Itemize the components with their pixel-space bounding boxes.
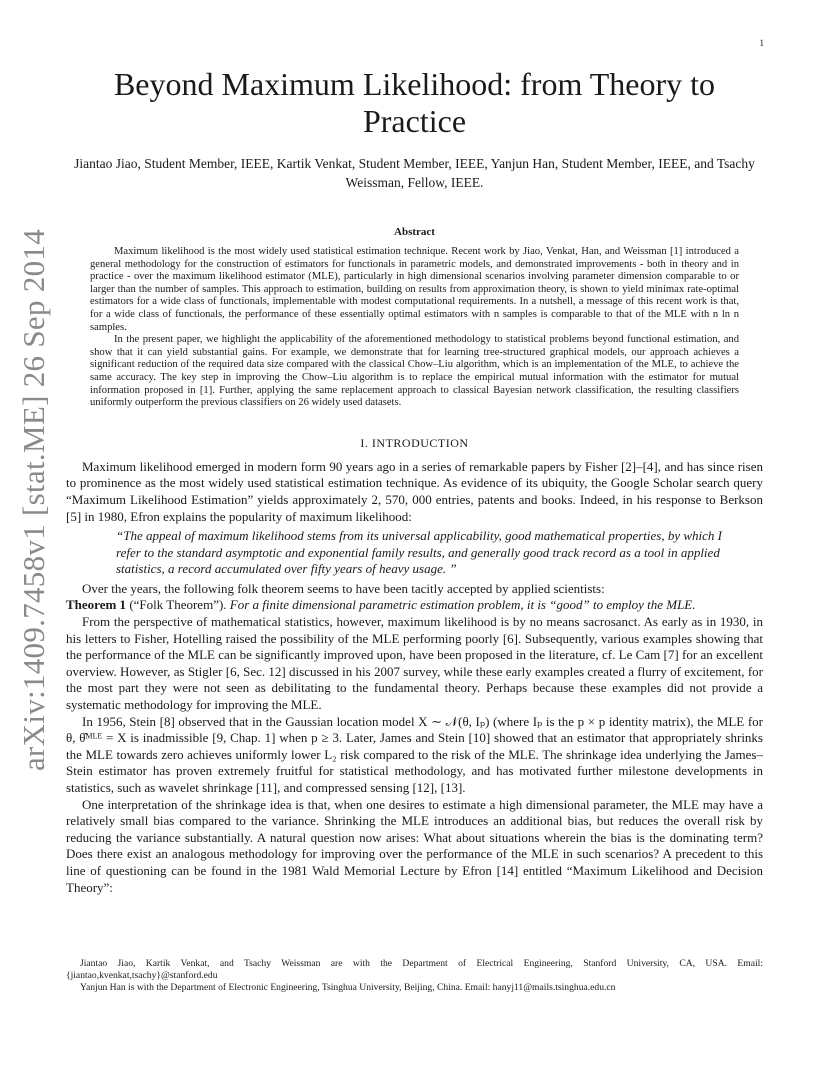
paragraph: In 1956, Stein [8] observed that in the Gaussian location model X ∼ 𝒩(θ, Iₚ) (where Iₚ is the p × p identity matrix), the MLE for θ, θ̂ᴹᴸᴱ = X is inadmissible [9, Chap. 1] when p ≥ 3. Later, James and Stein [10] showed that an estimator that appropriately shrinks the MLE towards zero achieves uniformly lower L₂ risk compared to the risk of the MLE. The shrinkage idea underlying the James–Stein estimator has proven extremely fruitful for statistical methodology, and has motivated further milestone developments in statistics, such as wavelet shrinkage [11], and compressed sensing [12], [13]. — [66, 713, 763, 795]
paper-title: Beyond Maximum Likelihood: from Theory to Practice — [113, 66, 716, 139]
footnotes — [66, 958, 763, 994]
abstract — [90, 246, 739, 410]
abstract-paragraph: In the present paper, we highlight the applicability of the aforementioned methodology to statistical problems beyond functional estimation, and show that it can yield substantial gains. For example, we demonstrate that for learning tree-structured graphical models, our approach achieves a significant reduction of the required data size compared with the classical Chow–Liu algorithm, which is an implementation of the MLE, to achieve the same accuracy. The key step in improving the Chow–Liu algorithm is to replace the empirical mutual information with the estimator for mutual information proposed in [1]. Further, applying the same replacement approach to classical Bayesian network classification, the resulting classifiers uniformly outperform the previous classifiers on 26 widely used datasets. — [90, 334, 739, 409]
paragraph: From the perspective of mathematical statistics, however, maximum likelihood is by no means sacrosanct. As early as in 1930, in his letters to Fisher, Hotelling raised the possibility of the MLE performing poorly [6]. Subsequently, various examples showing that the performance of the MLE can be significantly improved upon, have been proposed in the literature, cf. Le Cam [7] for an excellent overview. However, as Stigler [6, Sec. 12] discussed in his 2007 survey, while these early examples created a flurry of excitement, for the most part they were not seen as debilitating to the fundamental theory. Perhaps because these examples did not provide a systematic methodology for improving the MLE. — [66, 614, 763, 713]
introduction-body — [66, 459, 763, 896]
footnote-affiliation-stanford: Jiantao Jiao, Kartik Venkat, and Tsachy Weissman are with the Department of Electrical Engineering, Stanford University, CA, USA. Email: {jiantao,kvenkat,tsachy}@stanford.edu — [66, 958, 763, 981]
theorem-label: Theorem 1 — [66, 597, 127, 613]
author-list: Jiantao Jiao, Student Member, IEEE, Kartik Venkat, Student Member, IEEE, Yanjun Han, Student Member, IEEE, and Tsachy Weissman, Fellow, IEEE. — [74, 156, 755, 190]
theorem-1 — [66, 597, 763, 614]
arxiv-watermark — [4, 228, 64, 772]
theorem-statement: For a finite dimensional parametric estimation problem, it is “good” to employ the MLE. — [229, 597, 696, 613]
paper-body — [66, 66, 763, 896]
efron-quote: “The appeal of maximum likelihood stems from its universal applicability, good mathematical properties, by which I refer to the standard asymptotic and exponential family results, and generally good track record as a tool in applied statistics, a record accumulated over fifty years of heavy usage. ” — [116, 528, 723, 577]
arxiv-id: arXiv:1409.7458v1 [stat.ME] 26 Sep 2014 — [16, 228, 51, 772]
footnote-affiliation-tsinghua: Yanjun Han is with the Department of Electronic Engineering, Tsinghua University, Beijing, China. Email: hanyj11@mails.tsinghua.edu.cn — [80, 982, 616, 993]
abstract-heading: Abstract — [394, 226, 435, 238]
abstract-paragraph: Maximum likelihood is the most widely used statistical estimation technique. Recent work by Jiao, Venkat, Han, and Weissman [1] introduced a general methodology for the construction of estimators for functionals in parametric models, and demonstrated improvements - both in theory and in practice - over the maximum likelihood estimator (MLE), particularly in high dimensional scenarios involving parameter dimension comparable to or larger than the number of samples. This approach to estimation, building on results from approximation theory, is shown to yield minimax rate-optimal estimators for a wide class of functionals, implementable with modest computational requirements. In a nutshell, a message of this recent work is that, for a wide class of functionals, the performance of these essentially optimal estimators with n samples is comparable to that of the MLE with n ln n samples. — [90, 246, 739, 333]
paragraph: Maximum likelihood emerged in modern form 90 years ago in a series of remarkable papers by Fisher [2]–[4], and has since risen to prominence as the most widely used statistical estimation technique. As evidence of its ubiquity, the Google Scholar search query “Maximum Likelihood Estimation” yields approximately 2, 570, 000 entries, patents and books. Indeed, in his response to Berkson [5] in 1980, Efron explains the popularity of maximum likelihood: — [66, 458, 763, 524]
section-heading-introduction: I. INTRODUCTION — [360, 435, 469, 450]
paragraph: Over the years, the following folk theorem seems to have been tacitly accepted by applied scientists: — [82, 580, 605, 596]
theorem-name: (“Folk Theorem”). — [126, 597, 230, 613]
page-number: 1 — [759, 38, 764, 48]
paragraph: One interpretation of the shrinkage idea is that, when one desires to estimate a high dimensional parameter, the MLE may have a relatively small bias compared to the variance. Shrinking the MLE introduces an additional bias, but reduces the overall risk by reducing the variance substantially. A natural question now arises: What about situations wherein the bias is the dominating term? Does there exist an analogous methodology for improving over the performance of the MLE in such scenarios? A precedent to this line of questioning can be found in the 1981 Wald Memorial Lecture by Efron [14] entitled “Maximum Likelihood and Decision Theory”: — [66, 796, 763, 895]
